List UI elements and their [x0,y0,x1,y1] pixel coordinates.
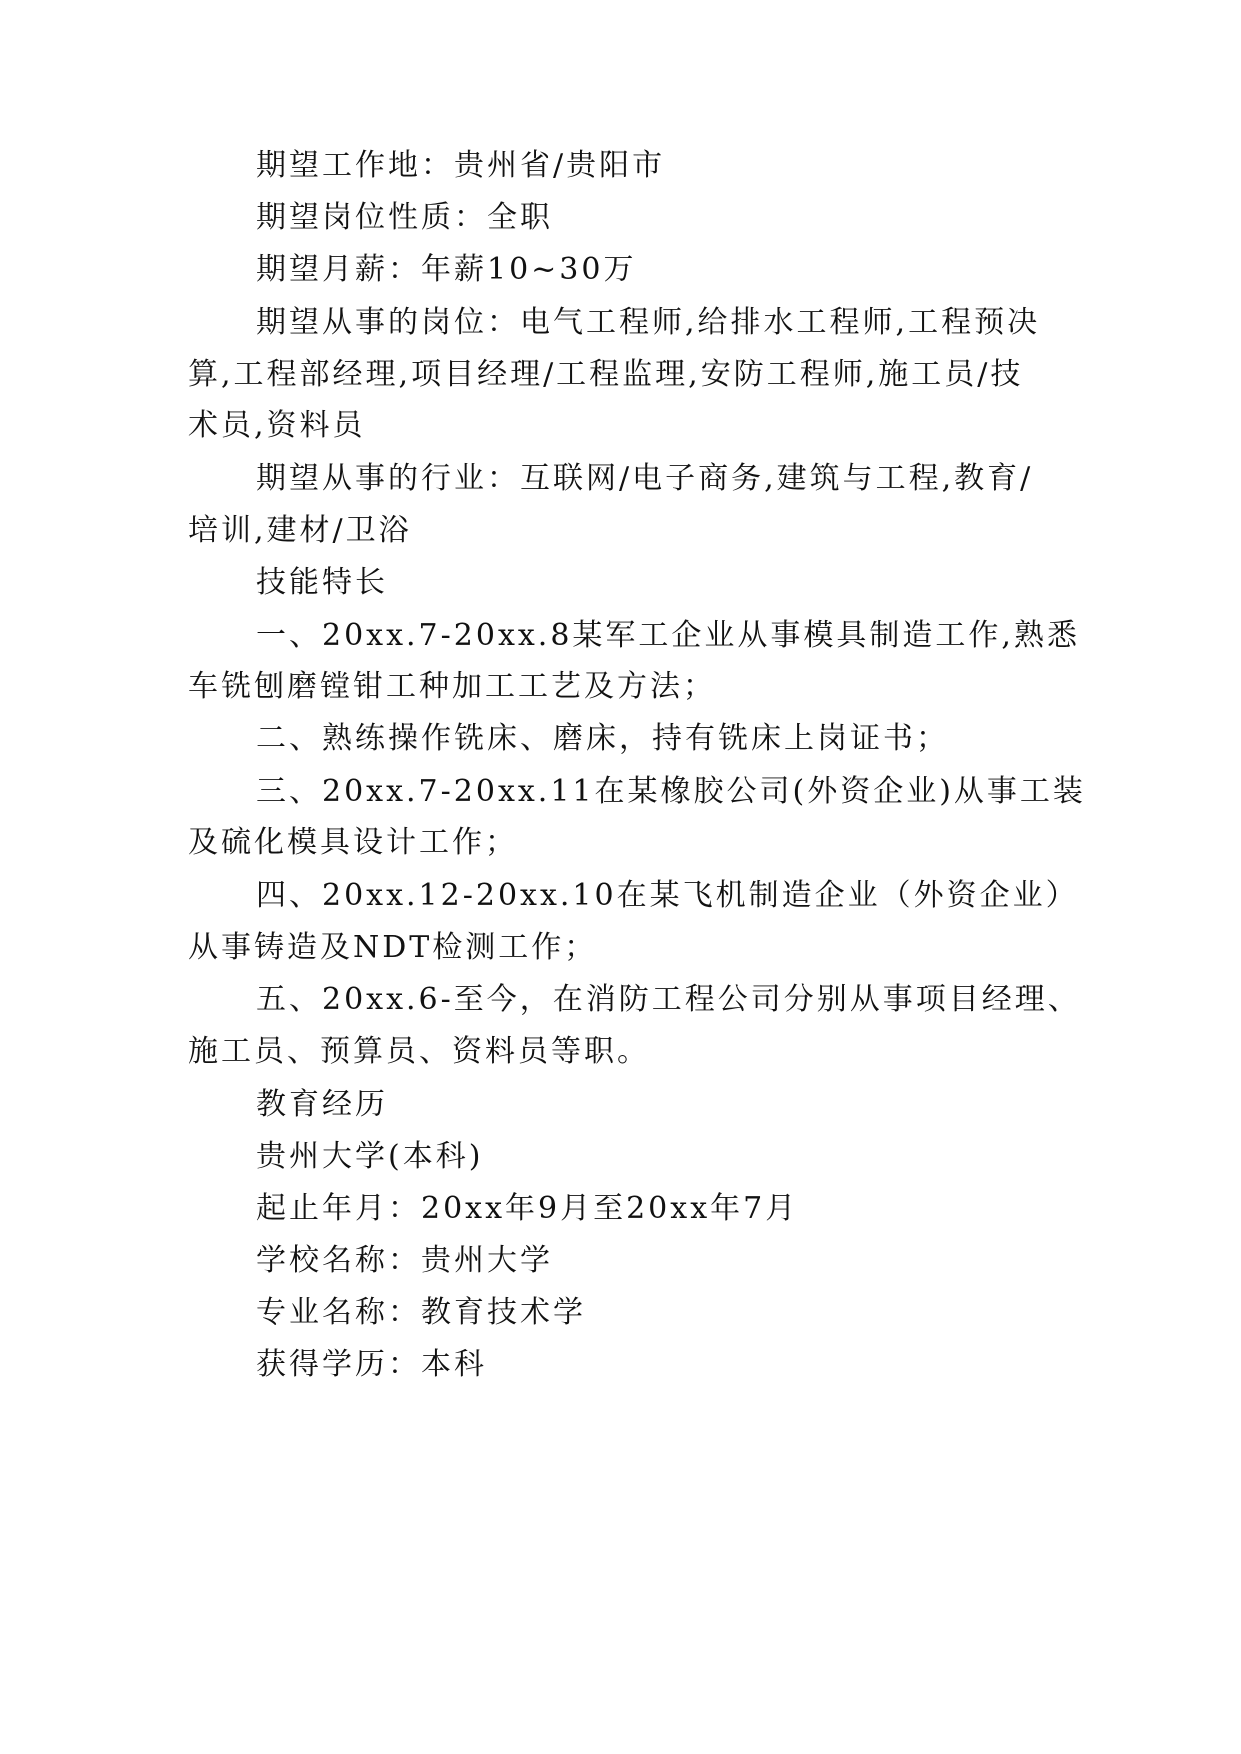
education-school-name: 学校名称：贵州大学 [256,1243,553,1278]
education-major: 专业名称：教育技术学 [256,1295,586,1330]
skill-1-line-1: 一、20xx.7-20xx.8某军工企业从事模具制造工作,熟悉 [256,618,1080,653]
education-heading: 教育经历 [256,1087,388,1122]
skill-3-line-1: 三、20xx.7-20xx.11在某橡胶公司(外资企业)从事工装 [256,774,1086,809]
skills-heading: 技能特长 [256,565,388,600]
expected-location: 期望工作地：贵州省/贵阳市 [256,148,666,183]
expected-salary: 期望月薪：年薪10~30万 [256,252,637,287]
education-degree: 获得学历：本科 [256,1347,487,1382]
expected-positions-line-3: 术员,资料员 [188,408,366,443]
skill-1-line-2: 车铣刨磨镗钳工种加工工艺及方法； [188,669,716,704]
expected-positions-line-2: 算,工程部经理,项目经理/工程监理,安防工程师,施工员/技 [188,357,1024,392]
skill-4-line-1: 四、20xx.12-20xx.10在某飞机制造企业（外资企业） [256,878,1079,913]
skill-5-line-2: 施工员、预算员、资料员等职。 [188,1034,650,1069]
skill-4-line-2: 从事铸造及NDT检测工作； [188,930,598,965]
expected-positions-line-1: 期望从事的岗位：电气工程师,给排水工程师,工程预决 [256,305,1041,340]
expected-industries-line-1: 期望从事的行业：互联网/电子商务,建筑与工程,教育/ [256,461,1034,496]
education-school-degree: 贵州大学(本科) [256,1139,484,1174]
skill-2: 二、熟练操作铣床、磨床，持有铣床上岗证书； [256,721,949,756]
expected-job-type: 期望岗位性质：全职 [256,200,553,235]
expected-industries-line-2: 培训,建材/卫浴 [188,513,412,548]
skill-3-line-2: 及硫化模具设计工作； [188,825,518,860]
education-period: 起止年月：20xx年9月至20xx年7月 [256,1191,799,1226]
skill-5-line-1: 五、20xx.6-至今，在消防工程公司分别从事项目经理、 [256,982,1081,1017]
